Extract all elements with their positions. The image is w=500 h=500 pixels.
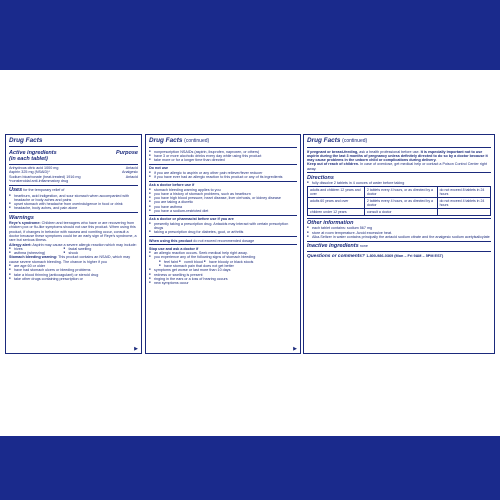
bottom-color-band: [0, 436, 500, 500]
stop-use-item: ■ you experience any of the following signs of stomach bleeding: [149, 255, 297, 259]
reye-warning: [9, 221, 138, 242]
inactive-ingredients-value: none: [359, 244, 368, 249]
top-color-band: [0, 0, 500, 70]
table-row: [308, 208, 491, 215]
other-info-item: ■ Alka-Seltzer in water contains principally the antacid sodium citrate and the analgesic sodium acetylsalicylate: [307, 235, 491, 239]
table-cell: do not exceed 8 tablets in 24 hours: [437, 186, 490, 197]
stop-use-item: ■ symptoms get worse or last more than 10 days: [149, 268, 297, 272]
warning-item: ■ take more or for a longer time than directed: [149, 158, 297, 162]
keep-out-label: Keep out of reach of children.: [307, 162, 360, 167]
allergy-text: Aspirin may cause a severe allergic reaction which may include:: [32, 242, 137, 247]
allergy-label: Allergy alert:: [9, 242, 32, 247]
ingredient-name: Anhydrous citric acid 1000 mg: [9, 166, 59, 171]
continue-arrow-icon: ▶: [293, 345, 297, 352]
do-not-use-item: ■ if you are allergic to aspirin or any other pain reliever/fever reducer: [149, 171, 297, 175]
inactive-ingredients: [307, 243, 491, 249]
table-row: [308, 197, 491, 208]
do-not-use-item: ■ if you have ever had an allergic reaction to this product or any of its ingredients: [149, 175, 297, 179]
table-cell: 2 tablets every 4 hours, or as directed by a doctor: [364, 186, 437, 197]
table-cell: adults 60 years and over: [308, 197, 365, 208]
pregnancy-text: ask a health professional before use.: [359, 149, 420, 154]
warnings-title: Warnings: [9, 214, 34, 221]
panel-title-text: Drug Facts: [149, 137, 183, 144]
table-cell: adults and children 12 years and over: [308, 186, 365, 197]
pregnancy-bold-text: It is especially important not to use aspirin during the last 3 months of pregnancy unless definitely directed to do so by a doctor because it may cause problems in the unborn child or complications during delivery.: [307, 149, 488, 163]
ask-doctor-item: ■ you have asthma: [149, 205, 297, 209]
divider: [307, 218, 491, 219]
questions-label: Questions or comments?: [307, 253, 365, 259]
panel-title: Drug Facts: [9, 137, 43, 144]
allergy-item: ■ hives: [9, 247, 64, 251]
ask-pharmacist-item: ■ taking a prescription drug for diabetes, gout, or arthritis: [149, 230, 297, 234]
active-ingredients-header: [9, 149, 138, 156]
ask-doctor-item: ■ stomach bleeding warning applies to you: [149, 188, 297, 192]
stomach-bleeding-warning: [9, 255, 138, 264]
allergy-item: ■ asthma (wheezing): [9, 251, 64, 255]
use-item: ■ upset stomach with headache from overindulgence in food or drink: [9, 202, 138, 206]
ask-doctor-item: ■ you are taking a diuretic: [149, 200, 297, 204]
divider: [307, 251, 491, 252]
ask-doctor-item: ■ you have a history of stomach problems, such as heartburn: [149, 192, 297, 196]
bleed-item: ■ take other drugs containing prescription or: [9, 277, 138, 281]
divider: [307, 172, 491, 173]
divider: [307, 241, 491, 242]
directions-title: Directions: [307, 174, 334, 181]
pregnancy-warning: [307, 150, 491, 163]
other-info-item: ■ each tablet contains: sodium 567 mg: [307, 226, 491, 230]
nsaid-footnote: *nonsteroidal anti-inflammatory drug: [9, 178, 69, 183]
divider: [9, 212, 138, 213]
bleeding-sign: ■ feel faint: [159, 260, 178, 264]
table-cell: [437, 208, 490, 215]
divider: [149, 215, 297, 216]
panel-title: [149, 137, 297, 146]
allergy-list: [9, 247, 138, 256]
keep-out-text: In case of overdose, get medical help or contact a Poison Control Center right away.: [307, 162, 487, 171]
warning-item: ■ nonprescription NSAIDs (aspirin, ibuprofen, naproxen, or others): [149, 150, 297, 154]
ask-pharmacist-item: ■ presently taking a prescription drug. Antacids may interact with certain prescription drugs: [149, 222, 297, 231]
active-ingredients-subtitle: (in each tablet): [9, 155, 48, 162]
divider: [149, 244, 297, 245]
ingredient-name: Aspirin 325 mg (NSAID)*: [9, 170, 50, 175]
table-cell: 2 tablets every 4 hours, or as directed by a doctor: [364, 197, 437, 208]
bleed-item: ■ take a blood thinning (anticoagulant) or steroid drug: [9, 273, 138, 277]
keep-out-of-reach: [307, 162, 491, 171]
reye-label: Reye's syndrome:: [9, 221, 41, 226]
bleeding-sign: ■ vomit blood: [179, 260, 203, 264]
when-using-label: When using this product: [149, 238, 193, 243]
divider: [149, 147, 297, 148]
bleed-label: Stomach bleeding warning:: [9, 255, 58, 260]
directions-item: ■ fully dissolve 2 tablets in 4 ounces of water before taking: [307, 181, 491, 185]
table-cell: do not exceed 4 tablets in 24 hours: [437, 197, 490, 208]
allergy-item: ■ shock: [64, 251, 119, 255]
when-using-text: do not exceed recommended dosage: [193, 238, 255, 243]
stop-use-item: ■ ringing in the ears or a loss of hearing occurs: [149, 277, 297, 281]
drug-facts-panel-3: [303, 134, 495, 354]
directions-table: [307, 186, 491, 216]
do-not-use-label: Do not use: [149, 166, 169, 171]
use-item: ■ heartburn, acid indigestion, and sour stomach when accompanied with headache or body aches and pains: [9, 194, 138, 203]
stop-use-label: Stop use and ask a doctor if: [149, 246, 199, 251]
bleeding-signs: [149, 260, 297, 269]
divider: [307, 147, 491, 148]
drug-facts-panel-1: [5, 134, 142, 354]
table-cell: children under 12 years: [308, 208, 365, 215]
questions-line: [307, 254, 491, 260]
drug-facts-panel-2: [145, 134, 301, 354]
ask-doctor-item: ■ you have a sodium-restricted diet: [149, 209, 297, 213]
bleeding-sign: ■ have bloody or black stools: [204, 260, 253, 264]
allergy-item: ■ facial swelling: [64, 247, 119, 251]
continued-label: (continued): [342, 138, 368, 144]
continue-arrow-icon: ▶: [134, 345, 138, 352]
divider: [9, 185, 138, 186]
divider: [9, 146, 138, 147]
bleed-item: ■ have had stomach ulcers or bleeding problems: [9, 268, 138, 272]
panel-title: [307, 137, 491, 146]
when-using-line: [149, 239, 297, 243]
stop-use-item: ■ an allergic reaction occurs. Seek medical help right away.: [149, 251, 297, 255]
table-row: [308, 186, 491, 197]
other-information-title: Other information: [307, 220, 354, 227]
bleeding-sign: ■ have stomach pain that does not get better: [159, 264, 297, 268]
ask-doctor-item: ■ you have high blood pressure, heart disease, liver cirrhosis, or kidney disease: [149, 196, 297, 200]
ingredient-purpose: Antacid: [125, 174, 138, 179]
active-ingredients-title: Active ingredients: [9, 149, 57, 156]
divider: [149, 236, 297, 237]
ask-doctor-label: Ask a doctor before use if: [149, 183, 195, 188]
stop-use-item: ■ new symptoms occur: [149, 281, 297, 285]
ingredient-purpose: Antacid: [125, 166, 138, 171]
panel-title-text: Drug Facts: [307, 137, 341, 144]
use-item: ■ headache, body aches, and pain alone: [9, 206, 138, 210]
continued-label: (continued): [184, 138, 210, 144]
ingredient-name: Sodium bicarbonate (heat-treated) 1916 mg: [9, 174, 81, 179]
uses-intro: for the temporary relief of: [23, 188, 65, 193]
table-cell: consult a doctor: [364, 208, 437, 215]
purpose-title: Purpose: [115, 149, 138, 156]
warning-item: ■ have 3 or more alcoholic drinks every day while using this product: [149, 154, 297, 158]
bleed-item: ■ are age 60 or older: [9, 264, 138, 268]
inactive-ingredients-title: Inactive ingredients: [307, 243, 359, 250]
pregnancy-label: If pregnant or breast-feeding,: [307, 149, 359, 154]
stop-use-item: ■ redness or swelling is present: [149, 273, 297, 277]
divider: [149, 164, 297, 165]
other-info-item: ■ store at room temperature. Avoid excessive heat.: [307, 231, 491, 235]
ask-pharmacist-label: Ask a doctor or pharmacist before use if you are: [149, 217, 234, 222]
phone-number[interactable]: 1-800-986-0369 (Mon – Fri 9AM – 5PM EST): [366, 253, 444, 258]
divider: [9, 164, 138, 165]
divider: [149, 181, 297, 182]
ingredient-purpose: Analgesic: [122, 170, 138, 175]
uses-title: Uses: [9, 187, 23, 194]
bleed-text: This product contains an NSAID, which may cause severe stomach bleeding. The chance is higher if you: [9, 255, 131, 264]
reye-text: Children and teenagers who have or are recovering from chicken pox or flu-like symptoms should not use this product. When using this product, if changes in behavior with nausea and vomiting occur, consult a doctor because these symptoms could be an early sign of Reye's syndrome, a rare but serious illness.: [9, 221, 137, 243]
